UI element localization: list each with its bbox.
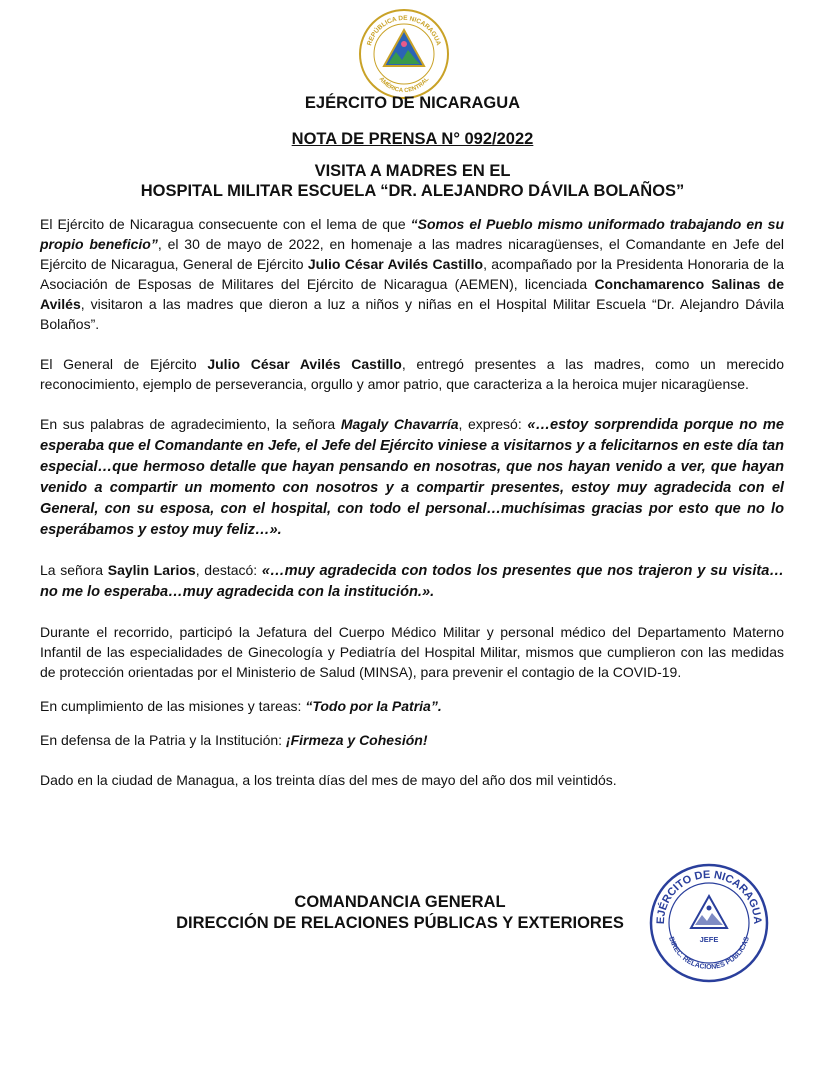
- p2-text-a: El General de Ejército: [40, 356, 208, 372]
- p3-text-a: En sus palabras de agradecimiento, la señora: [40, 416, 341, 432]
- president-name: Conchamarenco Salinas de Avilés: [40, 276, 784, 312]
- commander-name: Julio César Avilés Castillo: [307, 256, 484, 272]
- title-line-1: VISITA A MADRES EN EL: [314, 162, 511, 180]
- paragraph-1: [40, 214, 784, 334]
- p1-text-c: , acompañado por la Presidenta Honoraria de la Asociación de Esposas de Militares del Ejército de Nicaragua (AEMEN), licenciada: [40, 256, 785, 292]
- p6-text: En cumplimiento de las misiones y tareas:: [40, 698, 306, 714]
- svg-text:EJÉRCITO DE NICARAGUA: EJÉRCITO DE NICARAGUA: [654, 868, 764, 925]
- p2-text-b: , entregó presentes a las madres, como un merecido reconocimiento, ejemplo de perseverancia, orgullo y amor patrio, que caracteriza a la heroica mujer nicaragüense.: [40, 356, 784, 392]
- svg-text:REPÚBLICA DE NICARAGUA: REPÚBLICA DE NICARAGUA: [366, 14, 442, 47]
- speaker-quote-1: «…estoy sorprendida porque no me esperaba que el Comandante en Jefe, el Jefe del Ejército viniese a visitarnos y a felicitarnos en este día tan especial…que hermoso detalle que hayan pensando en nosotras, que nos hayan venido a ver, que hayan venido a compartir un momento con nosotros y a compartir presentes, estoy muy agradecida con el General, con su esposa, con el hospital, con todo el personal…muchísimas gracias por esto que no lo esperábamos y estoy muy feliz…».: [40, 417, 784, 538]
- general-name: Julio César Avilés Castillo: [207, 356, 402, 372]
- paragraph-3: [40, 414, 784, 540]
- p1-text-a: El Ejército de Nicaragua consecuente con el lema de que: [40, 216, 411, 232]
- p3-text-b: , expresó:: [458, 416, 528, 432]
- p4-text-a: La señora: [40, 562, 108, 578]
- title-line-2: HOSPITAL MILITAR ESCUELA “DR. ALEJANDRO DÁVILA BOLAÑOS”: [140, 182, 685, 200]
- press-note-number: NOTA DE PRENSA N° 092/2022: [291, 130, 534, 148]
- paragraph-8: Dado en la ciudad de Managua, a los treinta días del mes de mayo del año dos mil veintidós.: [40, 772, 617, 788]
- official-stamp-icon: [648, 862, 770, 984]
- svg-text:AMÉRICA CENTRAL: AMÉRICA CENTRAL: [377, 76, 431, 95]
- p1-text-b: , el 30 de mayo de 2022, en homenaje a las madres nicaragüenses, el Comandante en Jefe del Ejército de Nicaragua, General de Ejército: [40, 236, 784, 272]
- paragraph-7: [40, 730, 784, 750]
- motto-quote: “Somos el Pueblo mismo uniformado trabajando en su propio beneficio”: [40, 216, 784, 252]
- press-body: [40, 214, 784, 810]
- paragraph-2: [40, 354, 784, 394]
- organization-heading: EJÉRCITO DE NICARAGUA: [304, 94, 521, 112]
- paragraph-4: [40, 560, 784, 602]
- signature-line-2: DIRECCIÓN DE RELACIONES PÚBLICAS Y EXTERIORES: [176, 914, 624, 932]
- svg-text:JEFE: JEFE: [699, 935, 719, 944]
- paragraph-5: Durante el recorrido, participó la Jefatura del Cuerpo Médico Militar y personal médico del Departamento Materno Infantil de las especialidades de Ginecología y Pediatría del Hospital Militar, mismos que cumplieron con las medidas de protección orientadas por el Ministerio de Salud (MINSA), para prevenir el contagio de la COVID-19.: [40, 624, 784, 680]
- national-seal-icon: [358, 8, 450, 100]
- p1-text-d: , visitaron a las madres que dieron a luz a niños y niñas en el Hospital Militar Escuela “Dr. Alejandro Dávila Bolaños”.: [40, 296, 784, 332]
- mission-motto: “Todo por la Patria”.: [305, 698, 442, 714]
- speaker-name-2: Saylin Larios: [107, 562, 196, 578]
- svg-text:DIREC. RELACIONES PÚBLICAS: DIREC. RELACIONES PÚBLICAS: [667, 936, 751, 972]
- speaker-quote-2: «…muy agradecida con todos los presentes que nos trajeron y su visita…no me lo esperaba…muy agradecida con la institución.».: [40, 563, 784, 600]
- paragraph-6: [40, 696, 784, 716]
- defense-motto: ¡Firmeza y Cohesión!: [285, 732, 428, 748]
- signature-line-1: COMANDANCIA GENERAL: [294, 893, 506, 911]
- p7-text: En defensa de la Patria y la Institución:: [40, 732, 286, 748]
- p4-text-b: , destacó:: [195, 562, 262, 578]
- speaker-name-1: Magaly Chavarría: [340, 416, 459, 432]
